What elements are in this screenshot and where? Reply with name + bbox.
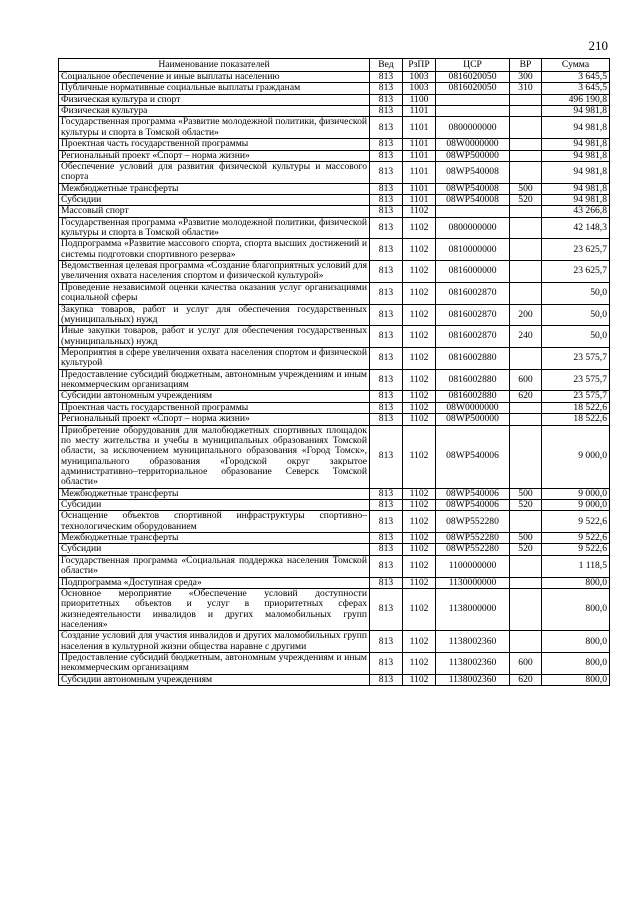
cell-vr — [510, 161, 542, 183]
cell-ved: 813 — [370, 402, 403, 413]
cell-sum: 9 000,0 — [542, 425, 610, 488]
cell-vr — [510, 117, 542, 139]
cell-rzpr: 1101 — [403, 161, 436, 183]
cell-ved: 813 — [370, 414, 403, 425]
cell-rzpr: 1102 — [403, 304, 436, 326]
header-rzpr: РзПР — [403, 59, 436, 72]
table-header-row — [59, 59, 610, 72]
cell-csr: 08WP552280 — [436, 511, 510, 533]
cell-csr — [436, 206, 510, 217]
cell-sum: 23 625,7 — [542, 261, 610, 283]
cell-name: Субсидии автономным учреждениям — [59, 674, 370, 685]
cell-name: Субсидии — [59, 544, 370, 555]
cell-ved: 813 — [370, 674, 403, 685]
table-row — [59, 261, 610, 283]
cell-rzpr: 1102 — [403, 402, 436, 413]
cell-rzpr: 1102 — [403, 282, 436, 304]
cell-ved: 813 — [370, 239, 403, 261]
cell-rzpr: 1102 — [403, 555, 436, 577]
cell-rzpr: 1102 — [403, 577, 436, 588]
table-row — [59, 511, 610, 533]
cell-name: Государственная программа «Развитие молодежной политики, физической культуры и спорта в Томской области» — [59, 217, 370, 239]
cell-name: Закупка товаров, работ и услуг для обеспечения государственных (муниципальных) нужд — [59, 304, 370, 326]
cell-rzpr: 1102 — [403, 206, 436, 217]
cell-vr: 520 — [510, 194, 542, 205]
cell-csr: 08WP540008 — [436, 194, 510, 205]
cell-vr — [510, 217, 542, 239]
cell-csr: 08WP540008 — [436, 161, 510, 183]
cell-csr: 0816000000 — [436, 261, 510, 283]
cell-vr: 520 — [510, 544, 542, 555]
cell-sum: 800,0 — [542, 631, 610, 653]
cell-sum: 94 981,8 — [542, 194, 610, 205]
cell-vr — [510, 139, 542, 150]
cell-name: Региональный проект «Спорт – норма жизни» — [59, 150, 370, 161]
cell-ved: 813 — [370, 117, 403, 139]
cell-csr: 0816020050 — [436, 72, 510, 83]
cell-vr — [510, 631, 542, 653]
cell-name: Подпрограмма «Доступная среда» — [59, 577, 370, 588]
header-ved: Вед — [370, 59, 403, 72]
cell-sum: 9 522,6 — [542, 511, 610, 533]
cell-ved: 813 — [370, 282, 403, 304]
cell-ved: 813 — [370, 500, 403, 511]
header-name: Наименование показателей — [59, 59, 370, 72]
cell-sum: 94 981,8 — [542, 150, 610, 161]
cell-sum: 43 266,8 — [542, 206, 610, 217]
cell-rzpr: 1102 — [403, 500, 436, 511]
cell-rzpr: 1102 — [403, 631, 436, 653]
cell-rzpr: 1102 — [403, 511, 436, 533]
cell-rzpr: 1102 — [403, 488, 436, 499]
cell-name: Оснащение объектов спортивной инфраструктуры спортивно–технологическим оборудованием — [59, 511, 370, 533]
cell-name: Основное мероприятие «Обеспечение условий доступности приоритетных объектов и услуг в приоритетных сферах жизнедеятельности инвалидов и других маломобильных групп населения» — [59, 588, 370, 630]
table-body — [59, 72, 610, 686]
cell-name: Проектная часть государственной программы — [59, 402, 370, 413]
cell-vr — [510, 588, 542, 630]
cell-ved: 813 — [370, 588, 403, 630]
cell-rzpr: 1101 — [403, 183, 436, 194]
cell-sum: 42 148,3 — [542, 217, 610, 239]
cell-rzpr: 1102 — [403, 588, 436, 630]
cell-csr: 08WP540006 — [436, 488, 510, 499]
cell-csr: 1138002360 — [436, 674, 510, 685]
cell-vr — [510, 425, 542, 488]
cell-csr: 0816002870 — [436, 282, 510, 304]
cell-name: Подпрограмма «Развитие массового спорта, спорта высших достижений и системы подготовки спортивного резерва» — [59, 239, 370, 261]
cell-vr — [510, 282, 542, 304]
cell-vr — [510, 206, 542, 217]
cell-vr — [510, 555, 542, 577]
table-row — [59, 674, 610, 685]
cell-rzpr: 1101 — [403, 117, 436, 139]
cell-ved: 813 — [370, 488, 403, 499]
cell-ved: 813 — [370, 326, 403, 348]
table-row — [59, 631, 610, 653]
cell-name: Региональный проект «Спорт – норма жизни» — [59, 414, 370, 425]
cell-ved: 813 — [370, 391, 403, 402]
cell-csr: 08WP552280 — [436, 533, 510, 544]
cell-ved: 813 — [370, 261, 403, 283]
cell-csr: 08WP500000 — [436, 414, 510, 425]
cell-name: Приобретение оборудования для малобюджетных спортивных площадок по месту жительства и учебы в муниципальных образованиях Томской области, за исключением муниципального образования «Город Томск», муниципального образования «Городской округ закрытое административно–территориальное образование Северск Томской области» — [59, 425, 370, 488]
header-csr: ЦСР — [436, 59, 510, 72]
cell-rzpr: 1003 — [403, 72, 436, 83]
cell-ved: 813 — [370, 94, 403, 105]
cell-csr — [436, 106, 510, 117]
cell-csr: 0816002880 — [436, 369, 510, 391]
cell-csr: 08WP540006 — [436, 500, 510, 511]
cell-vr: 600 — [510, 653, 542, 675]
cell-ved: 813 — [370, 533, 403, 544]
cell-vr: 500 — [510, 183, 542, 194]
table-row — [59, 391, 610, 402]
cell-sum: 800,0 — [542, 588, 610, 630]
cell-ved: 813 — [370, 139, 403, 150]
cell-name: Предоставление субсидий бюджетным, автономным учреждениям и иным некоммерческим организациям — [59, 653, 370, 675]
cell-sum: 9 000,0 — [542, 488, 610, 499]
cell-csr: 0816002870 — [436, 304, 510, 326]
cell-name: Массовый спорт — [59, 206, 370, 217]
table-row — [59, 425, 610, 488]
cell-ved: 813 — [370, 555, 403, 577]
cell-vr: 600 — [510, 369, 542, 391]
cell-rzpr: 1102 — [403, 239, 436, 261]
cell-sum: 23 575,7 — [542, 369, 610, 391]
cell-ved: 813 — [370, 217, 403, 239]
cell-csr: 1138002360 — [436, 631, 510, 653]
cell-rzpr: 1102 — [403, 533, 436, 544]
header-vr: ВР — [510, 59, 542, 72]
cell-vr — [510, 511, 542, 533]
cell-name: Межбюджетные трансферты — [59, 533, 370, 544]
cell-ved: 813 — [370, 150, 403, 161]
cell-ved: 813 — [370, 577, 403, 588]
cell-vr: 300 — [510, 72, 542, 83]
cell-csr: 0816002880 — [436, 391, 510, 402]
cell-csr: 0800000000 — [436, 217, 510, 239]
cell-csr: 08WP500000 — [436, 150, 510, 161]
cell-vr — [510, 150, 542, 161]
cell-csr: 08WP552280 — [436, 544, 510, 555]
page-number: 210 — [588, 38, 608, 53]
cell-rzpr: 1102 — [403, 391, 436, 402]
table-row — [59, 326, 610, 348]
table-row — [59, 653, 610, 675]
cell-sum: 94 981,8 — [542, 161, 610, 183]
cell-name: Создание условий для участия инвалидов и других маломобильных групп населения в культурной жизни общества наравне с другими — [59, 631, 370, 653]
cell-name: Субсидии — [59, 500, 370, 511]
cell-sum: 18 522,6 — [542, 402, 610, 413]
cell-csr: 1100000000 — [436, 555, 510, 577]
table-row — [59, 577, 610, 588]
cell-name: Иные закупки товаров, работ и услуг для обеспечения государственных (муниципальных) нужд — [59, 326, 370, 348]
cell-name: Проведение независимой оценки качества оказания услуг организациями социальной сферы — [59, 282, 370, 304]
cell-vr — [510, 347, 542, 369]
cell-sum: 23 625,7 — [542, 239, 610, 261]
cell-vr: 200 — [510, 304, 542, 326]
cell-name: Ведомственная целевая программа «Создание благоприятных условий для увеличения охвата населения спортом и физической культурой» — [59, 261, 370, 283]
cell-name: Государственная программа «Развитие молодежной политики, физической культуры и спорта в Томской области» — [59, 117, 370, 139]
cell-rzpr: 1102 — [403, 414, 436, 425]
cell-sum: 9 522,6 — [542, 533, 610, 544]
cell-vr: 310 — [510, 83, 542, 94]
cell-csr: 0816002880 — [436, 347, 510, 369]
cell-vr: 620 — [510, 674, 542, 685]
cell-sum: 496 190,8 — [542, 94, 610, 105]
cell-csr: 0816020050 — [436, 83, 510, 94]
cell-csr: 1138000000 — [436, 588, 510, 630]
cell-sum: 50,0 — [542, 304, 610, 326]
cell-sum: 94 981,8 — [542, 139, 610, 150]
cell-sum: 23 575,7 — [542, 347, 610, 369]
table-row — [59, 347, 610, 369]
cell-rzpr: 1003 — [403, 83, 436, 94]
table-row — [59, 94, 610, 105]
cell-ved: 813 — [370, 347, 403, 369]
cell-ved: 813 — [370, 369, 403, 391]
cell-ved: 813 — [370, 161, 403, 183]
cell-vr: 520 — [510, 500, 542, 511]
table-row — [59, 150, 610, 161]
table-row — [59, 488, 610, 499]
cell-vr — [510, 106, 542, 117]
cell-sum: 1 118,5 — [542, 555, 610, 577]
cell-vr: 620 — [510, 391, 542, 402]
table-row — [59, 500, 610, 511]
table-row — [59, 304, 610, 326]
cell-name: Обеспечение условий для развития физической культуры и массового спорта — [59, 161, 370, 183]
cell-sum: 94 981,8 — [542, 106, 610, 117]
cell-vr: 500 — [510, 488, 542, 499]
table-row — [59, 83, 610, 94]
cell-sum: 800,0 — [542, 674, 610, 685]
cell-ved: 813 — [370, 653, 403, 675]
table-row — [59, 106, 610, 117]
cell-rzpr: 1102 — [403, 217, 436, 239]
cell-sum: 50,0 — [542, 326, 610, 348]
cell-ved: 813 — [370, 544, 403, 555]
table-row — [59, 414, 610, 425]
table-row — [59, 555, 610, 577]
cell-sum: 94 981,8 — [542, 117, 610, 139]
cell-name: Мероприятия в сфере увеличения охвата населения спортом и физической культурой — [59, 347, 370, 369]
cell-name: Государственная программа «Социальная поддержка населения Томской области» — [59, 555, 370, 577]
table-row — [59, 217, 610, 239]
cell-vr — [510, 414, 542, 425]
cell-ved: 813 — [370, 183, 403, 194]
cell-rzpr: 1100 — [403, 94, 436, 105]
table-row — [59, 206, 610, 217]
cell-ved: 813 — [370, 511, 403, 533]
cell-rzpr: 1102 — [403, 261, 436, 283]
cell-vr: 240 — [510, 326, 542, 348]
cell-sum: 3 645,5 — [542, 72, 610, 83]
cell-csr: 1130000000 — [436, 577, 510, 588]
cell-rzpr: 1102 — [403, 674, 436, 685]
table-row — [59, 183, 610, 194]
table-row — [59, 533, 610, 544]
cell-ved: 813 — [370, 304, 403, 326]
table-row — [59, 117, 610, 139]
table-row — [59, 72, 610, 83]
cell-name: Проектная часть государственной программы — [59, 139, 370, 150]
table-row — [59, 161, 610, 183]
cell-sum: 800,0 — [542, 577, 610, 588]
cell-ved: 813 — [370, 206, 403, 217]
cell-rzpr: 1101 — [403, 139, 436, 150]
cell-rzpr: 1102 — [403, 369, 436, 391]
cell-vr — [510, 94, 542, 105]
cell-name: Предоставление субсидий бюджетным, автономным учреждениям и иным некоммерческим организациям — [59, 369, 370, 391]
cell-rzpr: 1102 — [403, 425, 436, 488]
cell-name: Публичные нормативные социальные выплаты гражданам — [59, 83, 370, 94]
cell-sum: 18 522,6 — [542, 414, 610, 425]
cell-csr: 08WP540008 — [436, 183, 510, 194]
cell-rzpr: 1101 — [403, 150, 436, 161]
cell-rzpr: 1102 — [403, 347, 436, 369]
header-sum: Сумма — [542, 59, 610, 72]
cell-rzpr: 1102 — [403, 544, 436, 555]
table-row — [59, 139, 610, 150]
cell-name: Субсидии — [59, 194, 370, 205]
cell-rzpr: 1101 — [403, 194, 436, 205]
cell-rzpr: 1102 — [403, 326, 436, 348]
cell-ved: 813 — [370, 72, 403, 83]
cell-ved: 813 — [370, 106, 403, 117]
table-row — [59, 369, 610, 391]
cell-vr — [510, 402, 542, 413]
cell-name: Социальное обеспечение и иные выплаты населению — [59, 72, 370, 83]
cell-name: Межбюджетные трансферты — [59, 183, 370, 194]
cell-sum: 23 575,7 — [542, 391, 610, 402]
cell-sum: 800,0 — [542, 653, 610, 675]
table-row — [59, 402, 610, 413]
cell-ved: 813 — [370, 631, 403, 653]
cell-csr — [436, 94, 510, 105]
cell-sum: 9 522,6 — [542, 544, 610, 555]
table-row — [59, 239, 610, 261]
cell-csr: 0816002870 — [436, 326, 510, 348]
table-row — [59, 194, 610, 205]
cell-name: Физическая культура — [59, 106, 370, 117]
cell-sum: 3 645,5 — [542, 83, 610, 94]
table-row — [59, 588, 610, 630]
cell-csr: 0800000000 — [436, 117, 510, 139]
cell-vr — [510, 239, 542, 261]
table-row — [59, 282, 610, 304]
cell-rzpr: 1101 — [403, 106, 436, 117]
cell-ved: 813 — [370, 194, 403, 205]
cell-csr: 1138002360 — [436, 653, 510, 675]
cell-csr: 08W0000000 — [436, 402, 510, 413]
cell-sum: 9 000,0 — [542, 500, 610, 511]
table-row — [59, 544, 610, 555]
cell-vr: 500 — [510, 533, 542, 544]
cell-sum: 50,0 — [542, 282, 610, 304]
cell-vr — [510, 261, 542, 283]
cell-sum: 94 981,8 — [542, 183, 610, 194]
cell-name: Субсидии автономным учреждениям — [59, 391, 370, 402]
cell-vr — [510, 577, 542, 588]
cell-name: Межбюджетные трансферты — [59, 488, 370, 499]
cell-csr: 08WP540006 — [436, 425, 510, 488]
cell-csr: 08W0000000 — [436, 139, 510, 150]
cell-rzpr: 1102 — [403, 653, 436, 675]
cell-ved: 813 — [370, 425, 403, 488]
cell-ved: 813 — [370, 83, 403, 94]
cell-name: Физическая культура и спорт — [59, 94, 370, 105]
cell-csr: 0810000000 — [436, 239, 510, 261]
budget-table — [58, 58, 610, 686]
